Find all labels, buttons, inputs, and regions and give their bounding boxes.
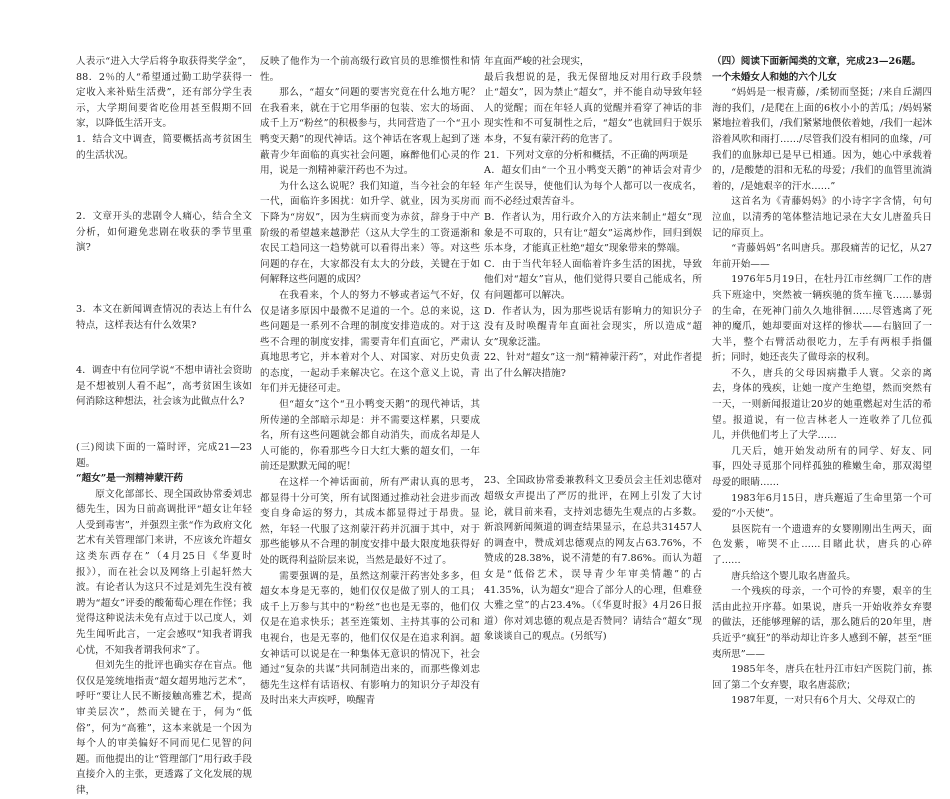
column-4 [712, 54, 932, 714]
article-4-paragraph-1: 这首名为《青藤妈妈》的小诗字字含情，句句泣血，以清秀的笔体整洁地记录在大女儿唐盈兵日记的扉页上。 [712, 196, 932, 239]
article-4-paragraph-7: 县医院有一个遗遗弃的女婴刚刚出生两天，面色发紫，啼哭不止……目睹此状，唐兵的心碎了…… [712, 523, 932, 566]
column-3 [484, 54, 702, 714]
article-4-paragraph-5: 几天后，她开始发动所有的同学、好友、同事，四处寻觅那个同样孤独的稚嫩生命，那双渴望母爱的眼睛…… [712, 445, 932, 489]
article-3-paragraph-6: 但“超女”这个“丑小鸭变天鹅”的现代神话，其所传递的全部暗示却是：并不需要这样累，只要成名，所有这些问题就会都自动消失，而成名却是人人可能的，你看那些今日大红大紫的超女们，一年前还是默默无闻的呢！ [260, 399, 480, 473]
option-a: A．超女们由“一个丑小鸭变天鹅”的神话会对青少年产生误导，使他们认为每个人都可以一夜成名，而不必经过艰苦奋斗。 [484, 165, 702, 208]
poem-text: “妈妈是一根青藤，/柔韧而坚挺；/来自丘湖四海的我们，/是爬在上面的6枚小小的苦瓜；/妈妈紧紧地拉着我们，/我们紧紧地偎依着她，/我们一起沐浴着风吹和雨打……/尽管我们没有相同的血缘，/可我们的血脉却已是早已相通。因为，她心中承载着的，/是酸楚的泪和无私的母爱；/我们的血管里流淌着的，/是她艰辛的汗水……” [712, 87, 932, 192]
column-1 [76, 54, 252, 796]
question-3: 3．本文在新闻调查情况的表达上有什么特点，这样表达有什么效果? [76, 303, 252, 331]
option-d: D．作者认为，因为那些说话有影响力的知识分子没有及时唤醒青年直面社会现实，所以造成“超女”现象泛滥。 [484, 305, 702, 348]
option-c: C．由于当代年轻人面临着许多生活的困扰，导致他们对“超女”盲从，他们觉得只要自己能成名，所有问题都可以解决。 [484, 258, 702, 301]
question-4: 4．调查中有位同学说“不想申请社会资助是不想被别人看不起”，高考贫困生该如何消除这种想法，社会该为此做点什么? [76, 365, 252, 408]
article-3-paragraph-2-cont: 反映了他作为一个前高级行政官员的思维惯性和情性。 [260, 56, 480, 83]
article-4-paragraph-6: 1983年6月15日，唐兵邂逅了生命里第一个可爱的“小天使”。 [712, 492, 932, 520]
article-3-paragraph-9: 最后我想说的是，我无保留地反对用行政手段禁止“超女”，因为禁止“超女”，并不能自动导致年轻人的觉醒；而在年轻人真的觉醒并看穿了神话的非现实性和不可复制性之后，“超女”也就回归于娱乐本身，不复有蒙汗药的危害了。 [484, 71, 702, 145]
section-4-heading: （四）阅读下面新闻类的文章，完成23—26题。 [712, 56, 921, 67]
column-2 [260, 54, 480, 714]
question-22: 22、针对“超女”这一剂“精神蒙汗药”，对此作者提出了什么解决措施? [484, 352, 702, 379]
article-4-paragraph-8: 唐兵给这个婴儿取名唐盈兵。 [731, 570, 856, 582]
question-21: 21．下列对文章的分析和概括，不正确的两项是 [484, 149, 689, 161]
article-3-paragraph-5: 在我看来，个人的努力不够或者运气不好，仅仅是诸多原因中最微不足道的一个。总的来说，这些问题是一系列不合理的制度安排造成的。对于这些不合理的制度安排，需要青年们直面它，严肃认真地思考它，并本着对个人、对国家、对历史负责的态度，一起动手来解决它。在这个意义上说，青年们并无捷径可走。 [260, 289, 480, 395]
article-4-title: 一个未婚女人和她的六个儿女 [712, 71, 837, 83]
section-3-heading: (三)阅读下面的一篇时评，完成21—23题。 [76, 441, 252, 469]
question-2: 2．文章开头的悲剧令人痛心，结合全文分析，如何避免悲剧在收获的季节里重演? [76, 211, 252, 254]
article-3-paragraph-8-cont: 年直面严峻的社会现实， [484, 56, 590, 67]
question-1: 1．结合文中调查，简要概括高考贫困生的生活状况。 [76, 133, 252, 161]
article-4-paragraph-10: 1985年冬，唐兵在牡丹江市妇产医院门前，拣回了第二个女弃婴，取名唐蕊欣； [712, 664, 932, 691]
article-3-paragraph-4: 为什么这么说呢？我们知道，当今社会的年轻一代，面临许多困扰：如升学、就业，因为买房而下降为“房奴”，因为生病而变为赤贫，辞身于中产阶级的希望越来越渺茫（这从大学生的工资遥渐和农民工趋同这一趋势就可以看得出来）等。对这些问题的存在，大家都没有太大的分歧，关键在于如何解释这些问题的成因？ [260, 180, 480, 286]
article-3-paragraph-3: 那么，“超女”问题的要害究竟在什么地方呢？在我看来，就在于它用华丽的包装、宏大的场面、成千上万“粉丝”的积极参与，共同营造了一个“丑小鸭变天鹅”的现代神话。这个神话在客观上起到了迷蔽青少年面临的真实社会问题，麻醉他们心灵的作用，说是一剂精神蒙汗药也不为过。 [260, 87, 480, 177]
article-4-paragraph-9: 一个残疾的母亲，一个可怜的弃婴，艰辛的生活由此拉开序幕。如果说，唐兵一开始收养女弃婴的做法，还能够理解的话，那么随后的20年里，唐兵近乎“疯狂”的举动却让许多人感到不解，甚至“匪夷所思”—— [712, 586, 932, 660]
article-4-paragraph-11: 1987年夏，一对只有6个月大、父母双亡的 [731, 695, 916, 707]
article-4-paragraph-2: “青藤妈妈”名叫唐兵。那段痛苦的记忆，从27年前开始—— [712, 243, 932, 270]
article-4-paragraph-4: 不久，唐兵的父母因病撒手人寰。父亲的离去，身体的残疾，让她一度产生绝望，然而突然有一天，一则新闻报道让20岁的她重燃起对生活的希望。报道说，有一位吉林老人一连收养了几位孤儿，并供他们考上了大学…… [712, 367, 932, 442]
question-23: 23、全国政协常委兼教科文卫委员会主任刘忠德对超级女声提出了严厉的批评，在网上引发了大讨论，就目前来看，支持刘忠德先生观点的占多数。新浪网新闻频道的调查结果显示，在总共31457人的调查中，赞成刘忠德观点的网友占63.76%，不赞成的28.38%，说不清楚的有7.86%。而认为超女是“低俗艺术，误导青少年审美情趣”的占41.35%，认为超女“迎合了部分人的心理，但难登大雅之堂”的占23.4%。（《华夏时报》4月26日报道）你对刘忠德的观点是否赞同？请结合“超女”现象谈谈自己的观点。(另纸写) [484, 475, 702, 643]
article-3-paragraph-1: 原文化部部长、现全国政协常委刘忠德先生，因为日前高调批评“超女让年轻人受到毒害”，并强烈主张“作为政府文化艺术有关管理部门来讲，不应该允许超女这类东西存在”（4月25日《华夏时报》），而在社会以及网络上引起轩然大波。有论者认为这只不过是刘先生没有被聘为“超女”评委的酸葡萄心理在作怪；我觉得这种说法未免有点过于以己度人，刘先生闻听此言，一定会感叹“知我者谓我心忧，不知我者谓我何求”了。 [76, 488, 252, 656]
article-3-paragraph-2: 但刘先生的批评也确实存在盲点。他仅仅是笼统地指责“超女超男地污艺术”，呼吁“要让人民不断接触高雅艺术，提高审美层次”，然而关键在于，何为“低俗”，何为“高雅”，这本来就是一个因为每个人的审美偏好不同而见仁见智的问题。而他提出的让“管理部门”用行政手段直接介入的主张，更透露了文化发展的规律， [76, 660, 252, 796]
option-b: B．作者认为，用行政介入的方法来制止“超女”现象是不可取的，只有让“超女”运离炒作，回归到娱乐本身，才能真正杜绝“超女”现象带来的弊端。 [484, 211, 702, 255]
article-4-paragraph-3: 1976年5月19日，在牡丹江市丝绸厂工作的唐兵下班途中，突然被一辆疾驰的货车撞飞……暴弱的生命，在死神门前久久地徘徊……尽管逃离了死神的魔爪，她却要面对这样的惨状——右脑回了一大半，整个右臂活动很吃力，左手有两根手指僵折；同时，她还丧失了做母亲的权利。 [712, 274, 932, 364]
article-3-paragraph-7: 在这样一个神话面前，所有严肃认真的思考，都显得十分可笑，所有试图通过推动社会进步而改变自身命运的努力，其成本都显得过于昂贵。显然，年轻一代服了这剂蒙汗药并沉湎于其中，对于那些能够从不合理的制度安排中最大限度地获得好处的既得利益阶层来说，当然是最好不过了。 [260, 477, 480, 566]
article-3-title: “超女”是一剂精神蒙汗药 [76, 473, 183, 485]
intro-paragraph: 人表示“进入大学后将争取获得奖学金”，88．2％的人“希望通过勤工助学获得一定收入来补贴生活费”，还有部分学生表示，大学期间要省吃俭用甚至假期不回家，以降低生活开支。 [76, 56, 252, 130]
article-3-paragraph-8: 需要强调的是，虽然这剂蒙汗药害处多多，但超女本身是无辜的，她们仅仅是做了别人的工具；成千上万参与其中的“粉丝”也也是无辜的，他们仅仅是在追求快乐；甚至连策划、主持其事的公司和电视台，也是无辜的，他们仅仅是在追求利润。超女神话可以说是在一种集体无意识的情况下，社会通过“复杂的共谋”共同制造出来的，而那些像刘忠德先生这样有话语权、有影响力的知识分子却没有及时出来大声疾呼，唤醒青 [260, 570, 480, 707]
